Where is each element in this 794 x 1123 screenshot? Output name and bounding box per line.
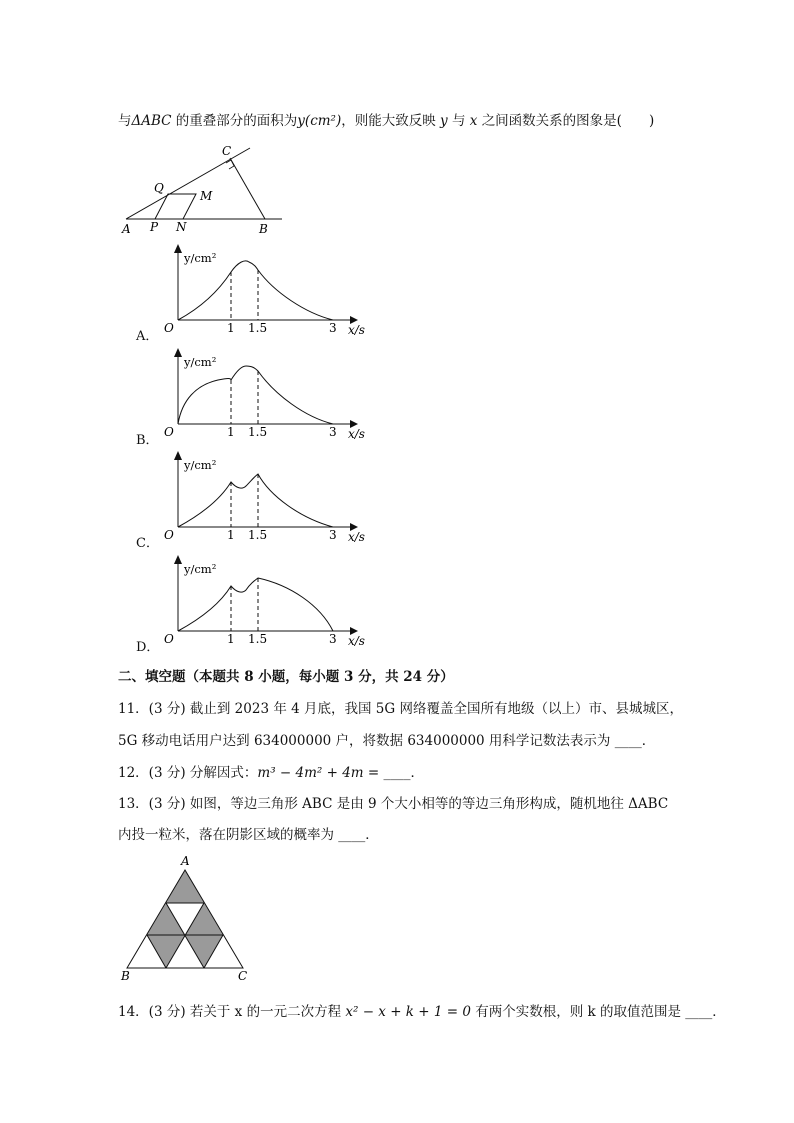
q10-intro: 与ΔABC 的重叠部分的面积为y(cm²)，则能大致反映 y 与 x 之间函数关系的图象是( ) xyxy=(118,113,655,129)
ylabel-d: y/cm² xyxy=(184,562,217,576)
label-q: Q xyxy=(154,181,164,195)
ylabel-c: y/cm² xyxy=(184,458,217,472)
option-a-label[interactable]: A． xyxy=(136,329,159,344)
tick-15-c: 1.5 xyxy=(248,528,268,542)
tick-1-d: 1 xyxy=(227,632,235,646)
ylabel-b: y/cm² xyxy=(184,355,217,369)
ylabel-a: y/cm² xyxy=(184,251,217,265)
label-b: B xyxy=(259,222,268,236)
xlabel-d: x/s xyxy=(348,634,365,648)
tick-3-c: 3 xyxy=(329,528,337,542)
label-a: A xyxy=(122,222,131,236)
label-c: C xyxy=(222,144,232,158)
q12-expression: m³ − 4m² + 4m = xyxy=(257,765,384,781)
origin-a: O xyxy=(164,321,174,335)
origin-b: O xyxy=(164,425,174,439)
q13-label-b: B xyxy=(121,969,130,983)
option-d-label[interactable]: D． xyxy=(136,640,160,655)
q13-line1: 13．(3 分) 如图，等边三角形 ABC 是由 9 个大小相等的等边三角形构成，随机地往 ΔABC xyxy=(118,796,669,812)
q13-label-c: C xyxy=(238,969,248,983)
q14: 14．(3 分) 若关于 x 的一元二次方程 x² − x + k + 1 = 0 有两个实数根，则 k 的取值范围是 ____． xyxy=(118,1004,726,1020)
tick-3-d: 3 xyxy=(329,632,337,646)
tick-15-a: 1.5 xyxy=(248,321,268,335)
origin-d: O xyxy=(164,632,174,646)
section-2-heading: 二、填空题（本题共 8 小题，每小题 3 分，共 24 分） xyxy=(118,669,454,685)
label-n: N xyxy=(176,220,187,234)
label-p: P xyxy=(150,220,159,234)
tick-3-b: 3 xyxy=(329,425,337,439)
xlabel-a: x/s xyxy=(348,323,365,337)
tick-1-b: 1 xyxy=(227,425,235,439)
xlabel-c: x/s xyxy=(348,530,365,544)
q11-line1: 11．(3 分) 截止到 2023 年 4 月底，我国 5G 网络覆盖全国所有地级（以上）市、县城城区， xyxy=(118,701,683,717)
q14-equation: x² − x + k + 1 = 0 xyxy=(345,1004,471,1020)
tick-1-a: 1 xyxy=(227,321,235,335)
tick-15-d: 1.5 xyxy=(248,632,268,646)
option-c-label[interactable]: C． xyxy=(136,536,159,551)
tick-15-b: 1.5 xyxy=(248,425,268,439)
origin-c: O xyxy=(164,528,174,542)
tick-3-a: 3 xyxy=(329,321,337,335)
triangle-abc-text: ΔABC xyxy=(131,113,172,129)
q13-line2: 内投一粒米，落在阴影区域的概率为 ____． xyxy=(118,827,379,843)
tick-1-c: 1 xyxy=(227,528,235,542)
label-m: M xyxy=(200,189,213,203)
q12: 12．(3 分) 分解因式：m³ − 4m² + 4m = ____． xyxy=(118,765,424,781)
q11-line2: 5G 移动电话用户达到 634000000 户，将数据 634000000 用科学记数法表示为 ____． xyxy=(118,733,656,749)
xlabel-b: x/s xyxy=(348,427,365,441)
q13-label-a: A xyxy=(181,854,190,868)
option-b-label[interactable]: B． xyxy=(136,433,159,448)
